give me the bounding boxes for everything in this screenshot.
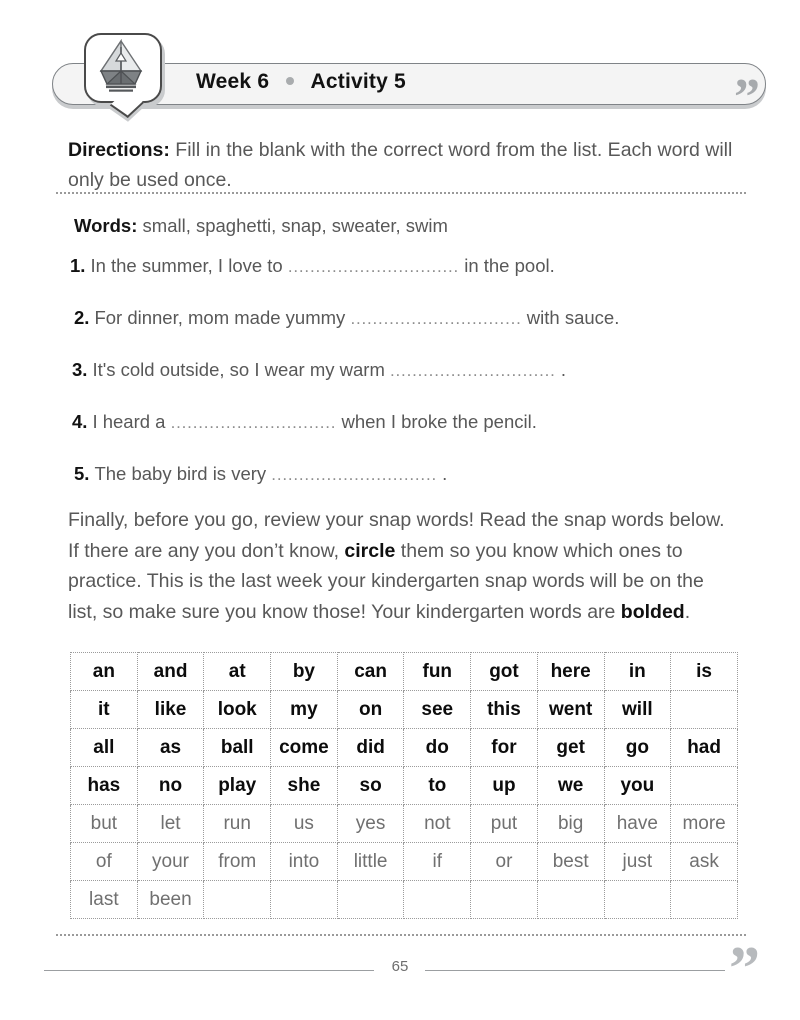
snap-word-cell[interactable]: for (471, 729, 538, 767)
snap-word-cell[interactable]: had (671, 729, 738, 767)
snap-word-cell[interactable]: so (337, 767, 404, 805)
table-row (71, 805, 738, 843)
snap-word-cell[interactable]: been (137, 881, 204, 919)
snap-word-cell[interactable]: your (137, 843, 204, 881)
snap-word-cell[interactable]: went (537, 691, 604, 729)
snap-word-cell[interactable]: here (537, 653, 604, 691)
word-bank (74, 215, 448, 237)
snap-word-cell[interactable]: fun (404, 653, 471, 691)
snap-word-cell[interactable]: she (271, 767, 338, 805)
snap-word-cell[interactable]: it (71, 691, 138, 729)
snap-word-cell-empty[interactable] (337, 881, 404, 919)
word-bank-list: small, spaghetti, snap, sweater, swim (137, 215, 448, 236)
table-row (71, 767, 738, 805)
snap-word-cell[interactable]: play (204, 767, 271, 805)
snap-word-cell[interactable]: put (471, 805, 538, 843)
snap-word-cell[interactable]: but (71, 805, 138, 843)
question-text-before: For dinner, mom made yummy (94, 307, 351, 328)
snap-word-cell[interactable]: you (604, 767, 671, 805)
question-text-before: I heard a (92, 411, 171, 432)
question-item (74, 463, 764, 485)
snap-word-cell[interactable]: from (204, 843, 271, 881)
snap-word-cell[interactable]: go (604, 729, 671, 767)
snap-word-cell[interactable]: will (604, 691, 671, 729)
snap-word-cell[interactable]: if (404, 843, 471, 881)
table-row (71, 881, 738, 919)
snap-word-cell[interactable]: got (471, 653, 538, 691)
question-text-before: The baby bird is very (94, 463, 272, 484)
snap-word-cell[interactable]: to (404, 767, 471, 805)
answer-blank[interactable]: .............................. (271, 465, 437, 484)
snap-word-cell-empty[interactable] (204, 881, 271, 919)
paragraph-bold-circle: circle (344, 539, 396, 562)
snap-word-cell[interactable]: did (337, 729, 404, 767)
snap-word-cell[interactable]: is (671, 653, 738, 691)
question-text-after: when I broke the pencil. (336, 411, 537, 432)
snap-word-cell[interactable]: into (271, 843, 338, 881)
snap-word-cell[interactable]: come (271, 729, 338, 767)
snap-word-cell-empty[interactable] (671, 691, 738, 729)
snap-word-cell[interactable]: my (271, 691, 338, 729)
divider-dotted-top (56, 192, 746, 194)
snap-word-cell[interactable]: on (337, 691, 404, 729)
snap-word-cell[interactable]: little (337, 843, 404, 881)
answer-blank[interactable]: .............................. (170, 413, 337, 432)
answer-blank[interactable]: .............................. (390, 361, 556, 380)
question-text-after: in the pool. (459, 255, 555, 276)
snap-word-cell[interactable]: in (604, 653, 671, 691)
page-header (0, 0, 800, 128)
snap-word-cell[interactable]: have (604, 805, 671, 843)
snap-word-cell[interactable]: big (537, 805, 604, 843)
snap-word-cell-empty[interactable] (404, 881, 471, 919)
divider-dotted-bottom (56, 934, 746, 936)
snap-word-cell[interactable]: or (471, 843, 538, 881)
snap-word-cell[interactable]: an (71, 653, 138, 691)
question-number: 3. (72, 359, 88, 380)
snap-words-table-body (71, 653, 738, 919)
snap-word-cell[interactable]: like (137, 691, 204, 729)
title-separator-dot (286, 77, 294, 85)
snap-word-cell[interactable]: ball (204, 729, 271, 767)
snap-word-cell[interactable]: last (71, 881, 138, 919)
snap-word-cell[interactable]: do (404, 729, 471, 767)
answer-blank[interactable]: ............................... (287, 257, 460, 276)
snap-word-cell[interactable]: see (404, 691, 471, 729)
question-number: 1. (70, 255, 86, 276)
page-number: 65 (391, 958, 409, 975)
snap-word-cell[interactable]: yes (337, 805, 404, 843)
snap-word-cell[interactable]: all (71, 729, 138, 767)
snap-word-cell[interactable]: more (671, 805, 738, 843)
activity-label: Activity 5 (310, 70, 406, 93)
snap-word-cell[interactable]: at (204, 653, 271, 691)
snap-word-cell[interactable]: just (604, 843, 671, 881)
table-row (71, 729, 738, 767)
question-item (72, 359, 762, 381)
directions-block (68, 135, 740, 195)
snap-word-cell-empty[interactable] (671, 767, 738, 805)
closing-paragraph (68, 505, 738, 627)
snap-word-cell[interactable]: ask (671, 843, 738, 881)
snap-word-cell-empty[interactable] (671, 881, 738, 919)
snap-word-cell-empty[interactable] (604, 881, 671, 919)
snap-word-cell[interactable]: has (71, 767, 138, 805)
paragraph-part-1: Finally, before you go, review your snap words! Read the snap words below. If there are any you don’t know, (68, 509, 725, 562)
table-row (71, 653, 738, 691)
question-number: 4. (72, 411, 88, 432)
snap-word-cell[interactable]: look (204, 691, 271, 729)
paragraph-bold-bolded: bolded (620, 600, 685, 623)
snap-word-cell[interactable]: up (471, 767, 538, 805)
question-text-after: with sauce. (521, 307, 620, 328)
snap-word-cell-empty[interactable] (271, 881, 338, 919)
snap-word-cell[interactable]: best (537, 843, 604, 881)
question-text-after: . (437, 463, 448, 484)
page-title (196, 70, 406, 94)
directions-text: Fill in the blank with the correct word from the list. Each word will only be used once. (68, 139, 733, 191)
snap-word-cell[interactable]: and (137, 653, 204, 691)
snap-word-cell[interactable]: can (337, 653, 404, 691)
snap-word-cell[interactable]: no (137, 767, 204, 805)
snap-word-cell[interactable]: let (137, 805, 204, 843)
question-item (74, 307, 764, 329)
question-item (70, 255, 760, 277)
question-item (72, 411, 762, 433)
snap-word-cell-empty[interactable] (471, 881, 538, 919)
snap-word-cell[interactable]: by (271, 653, 338, 691)
snap-word-cell[interactable]: us (271, 805, 338, 843)
question-text-before: It's cold outside, so I wear my warm (92, 359, 391, 380)
pen-nib-icon (96, 39, 146, 93)
question-number: 5. (74, 463, 90, 484)
table-row (71, 843, 738, 881)
snap-word-cell[interactable]: not (404, 805, 471, 843)
question-text-before: In the summer, I love to (90, 255, 288, 276)
snap-word-cell[interactable]: get (537, 729, 604, 767)
header-quote-mark: ” (734, 69, 760, 126)
snap-word-cell[interactable]: we (537, 767, 604, 805)
word-bank-label: Words: (74, 215, 138, 236)
question-text-after: . (555, 359, 566, 380)
paragraph-part-2: them so you know which ones to practice. This is the last week your kindergarten snap words will be on the list, so make sure you know those! Your kindergarten words are (68, 539, 704, 623)
question-number: 2. (74, 307, 90, 328)
snap-word-cell[interactable]: this (471, 691, 538, 729)
snap-word-cell[interactable]: run (204, 805, 271, 843)
snap-word-cell[interactable]: of (71, 843, 138, 881)
snap-word-cell[interactable]: as (137, 729, 204, 767)
answer-blank[interactable]: ............................... (350, 309, 522, 328)
paragraph-part-3: . (684, 600, 691, 623)
footer-quote-mark: ” (729, 935, 760, 1003)
snap-word-cell-empty[interactable] (537, 881, 604, 919)
snap-words-table (70, 652, 738, 919)
directions-label: Directions: (68, 139, 170, 161)
table-row (71, 691, 738, 729)
week-label: Week 6 (196, 70, 270, 93)
